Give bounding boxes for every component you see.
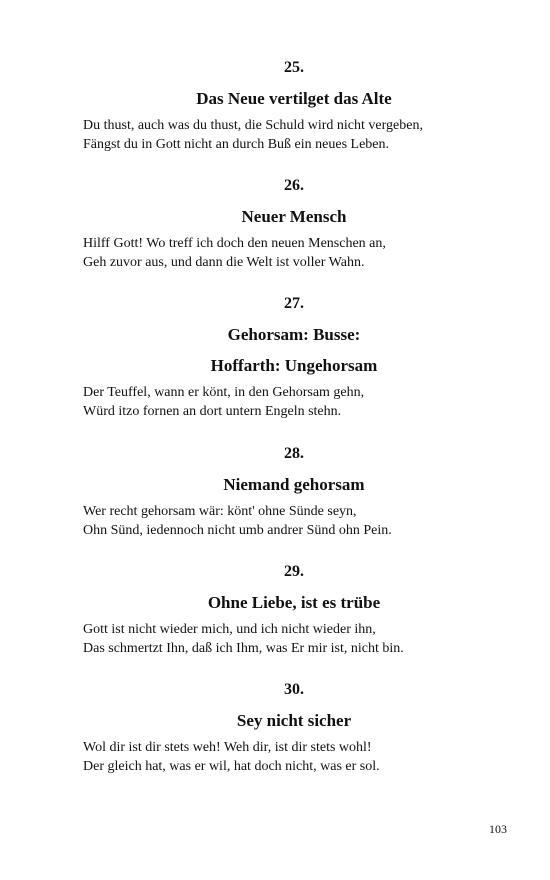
epigram-28 — [83, 444, 505, 540]
epigram-26 — [83, 176, 505, 272]
verse-line: Du thust, auch was du thust, die Schuld wird nicht vergeben, — [83, 118, 423, 133]
epigram-title: Ohne Liebe, ist es trübe — [207, 593, 381, 612]
epigram-title: Niemand gehorsam — [223, 475, 365, 494]
verse-line: Geh zuvor aus, und dann die Welt ist voller Wahn. — [83, 255, 365, 270]
verse-line: Fängst du in Gott nicht an durch Buß ein neues Leben. — [83, 137, 389, 152]
epigram-29 — [83, 562, 505, 658]
epigram-27 — [83, 294, 505, 421]
page-number: 103 — [489, 822, 507, 836]
epigram-number: 30. — [284, 681, 304, 698]
epigram-subtitle: Hoffarth: Ungehorsam — [210, 356, 378, 375]
epigram-title: Gehorsam: Busse: — [227, 325, 361, 344]
verse-line: Das schmertzt Ihn, daß ich Ihm, was Er mir ist, nicht bin. — [83, 641, 404, 656]
verse-line: Hilff Gott! Wo treff ich doch den neuen Menschen an, — [83, 236, 386, 251]
epigram-number: 25. — [284, 59, 304, 76]
epigram-number: 29. — [284, 563, 304, 580]
verse-line: Gott ist nicht wieder mich, und ich nicht wieder ihn, — [83, 622, 376, 637]
epigram-title: Sey nicht sicher — [236, 711, 352, 730]
epigram-25 — [83, 58, 505, 154]
epigram-number: 26. — [284, 177, 304, 194]
verse-line: Wer recht gehorsam wär: könt' ohne Sünde seyn, — [83, 504, 357, 519]
epigram-title: Das Neue vertilget das Alte — [196, 89, 392, 108]
epigram-number: 28. — [284, 445, 304, 462]
verse-line: Der gleich hat, was er wil, hat doch nicht, was er sol. — [83, 759, 380, 774]
verse-line: Wol dir ist dir stets weh! Weh dir, ist dir stets wohl! — [83, 740, 372, 755]
epigram-30 — [83, 680, 505, 776]
verse-line: Würd itzo fornen an dort untern Engeln stehn. — [83, 404, 342, 419]
epigram-title: Neuer Mensch — [241, 207, 347, 226]
epigram-number: 27. — [284, 295, 304, 312]
verse-line: Ohn Sünd, iedennoch nicht umb andrer Sünd ohn Pein. — [83, 523, 392, 538]
verse-line: Der Teuffel, wann er könt, in den Gehorsam gehn, — [83, 385, 365, 400]
